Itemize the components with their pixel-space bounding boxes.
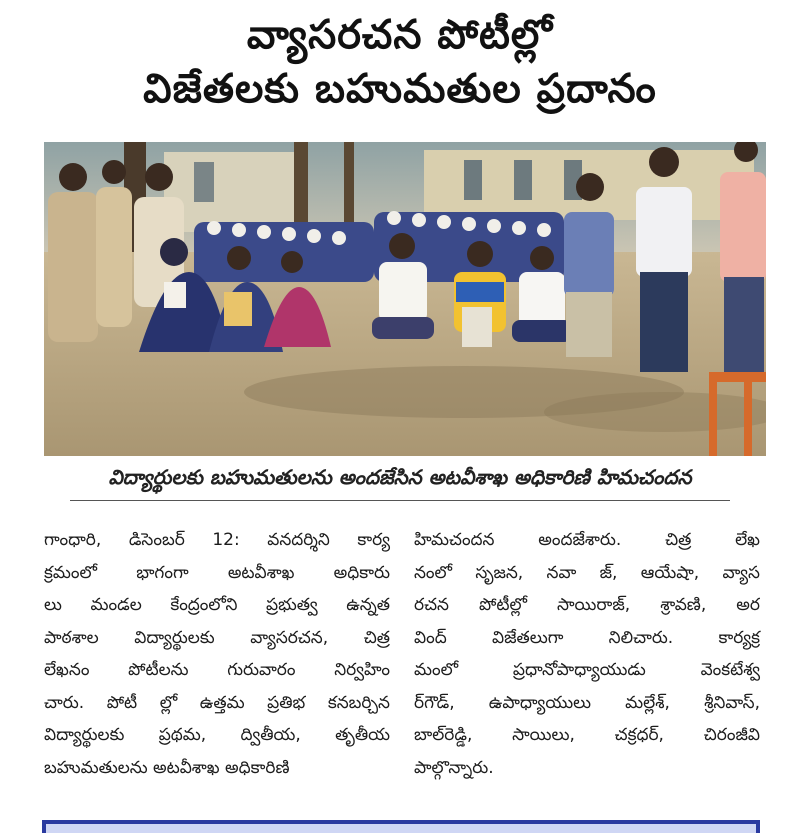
next-article-box — [46, 824, 756, 833]
article-column-left — [44, 524, 390, 784]
column-line: గాంధారి, డిసెంబర్ 12: వనదర్శిని కార్య — [44, 530, 390, 550]
column-line: మంలో ప్రధానోపాధ్యాయుడు వెంకటేశ్వ — [414, 660, 760, 680]
column-line: రచన పోటీల్లో సాయిరాజ్, శ్రావణి, అర — [414, 595, 760, 615]
caption-divider — [70, 500, 730, 501]
column-line: లు మండల కేంద్రంలోని ప్రభుత్వ ఉన్నత — [44, 595, 390, 615]
column-line: బాల్‌రెడ్డి, సాయిలు, చక్రధర్, చిరంజీవి — [414, 725, 760, 745]
column-line: విద్యార్థులకు ప్రథమ, ద్వితీయ, తృతీయ — [44, 725, 390, 745]
column-line: నంలో సృజన, నవా జ్, ఆయేషా, వ్యాస — [414, 562, 760, 583]
column-line: బహుమతులను అటవీశాఖ అధికారిణి — [44, 757, 290, 778]
headline-line-2: విజేతలకు బహుమతుల ప్రదానం — [143, 66, 657, 112]
column-line: పాఠశాల విద్యార్థులకు వ్యాసరచన, చిత్ర — [44, 627, 390, 648]
next-article-border — [42, 820, 760, 833]
column-line: లేఖనం పోటీలను గురువారం నిర్వహిం — [44, 660, 390, 680]
headline-line-1: వ్యాసరచన పోటీల్లో — [246, 12, 554, 58]
column-line: క్రమంలో భాగంగా అటవీశాఖ అధికారు — [44, 562, 390, 583]
column-line: చారు. పోటీ ల్లో ఉత్తమ ప్రతిభ కనబర్చిన — [44, 692, 390, 713]
headline — [0, 8, 800, 116]
students-award-photo — [44, 142, 766, 456]
column-line: వింద్ విజేతలుగా నిలిచారు. కార్యక్ర — [414, 627, 760, 648]
column-line: హిమచందన అందజేశారు. చిత్ర లేఖ — [414, 530, 760, 550]
news-photo — [44, 142, 766, 456]
article-column-right — [414, 524, 760, 784]
photo-caption: విద్యార్థులకు బహుమతులను అందజేసిన అటవీశాఖ అధికారిణి హిమచందన — [108, 465, 692, 489]
column-line: పాల్గొన్నారు. — [414, 757, 494, 778]
column-line: ర్‌గౌడ్, ఉపాధ్యాయులు మల్లేశ్, శ్రీనివాస్, — [414, 692, 760, 713]
